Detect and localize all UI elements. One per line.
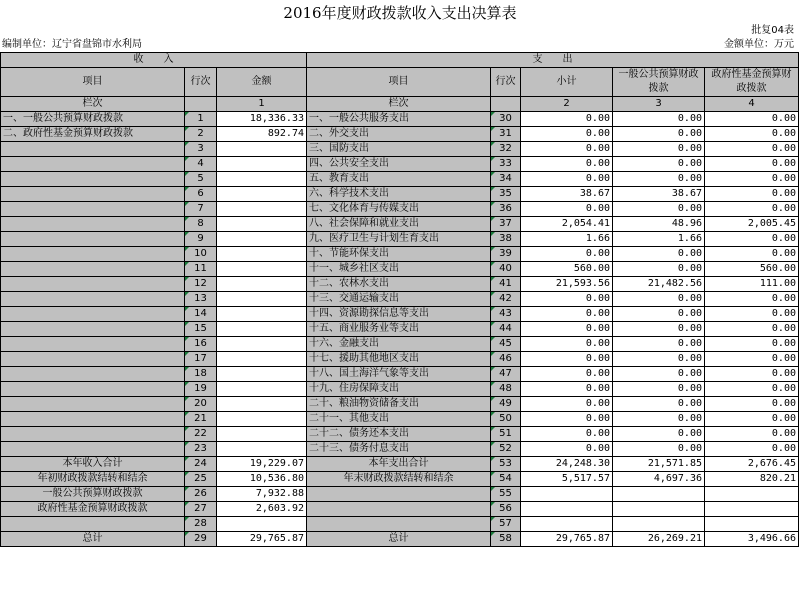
gov-fund-amount-cell: 0.00 xyxy=(705,112,799,127)
table-row xyxy=(1,247,799,262)
subtotal-cell: 0.00 xyxy=(521,322,613,337)
general-budget-amount-cell: 0.00 xyxy=(613,142,705,157)
expense-item-header: 项目 xyxy=(307,68,491,97)
general-budget-amount-cell: 0.00 xyxy=(613,112,705,127)
income-amount-cell xyxy=(217,187,307,202)
subtotal-cell: 0.00 xyxy=(521,172,613,187)
income-line-no-cell: 8 xyxy=(185,217,217,232)
budget-table xyxy=(0,52,799,547)
expense-line-no-cell: 56 xyxy=(491,502,521,517)
income-amount-cell xyxy=(217,232,307,247)
general-budget-amount-cell xyxy=(613,502,705,517)
expense-line-no-cell: 37 xyxy=(491,217,521,232)
subtotal-cell: 0.00 xyxy=(521,412,613,427)
income-line-no-cell: 21 xyxy=(185,412,217,427)
income-item-cell xyxy=(1,187,185,202)
gov-fund-amount-cell: 0.00 xyxy=(705,322,799,337)
table-row xyxy=(1,487,799,502)
subtotal-cell: 38.67 xyxy=(521,187,613,202)
expense-item-cell: 十、节能环保支出 xyxy=(307,247,491,262)
income-item-cell xyxy=(1,277,185,292)
expense-line-header: 行次 xyxy=(491,68,521,97)
expense-item-cell: 二十二、债务还本支出 xyxy=(307,427,491,442)
income-item-cell xyxy=(1,442,185,457)
expense-item-cell: 十四、资源勘探信息等支出 xyxy=(307,307,491,322)
income-line-no-cell: 17 xyxy=(185,352,217,367)
income-line-blank xyxy=(185,97,217,112)
general-budget-amount-cell: 1.66 xyxy=(613,232,705,247)
subtotal-cell: 0.00 xyxy=(521,382,613,397)
general-budget-amount-cell: 0.00 xyxy=(613,397,705,412)
subtotal-cell: 0.00 xyxy=(521,397,613,412)
income-line-no-cell: 11 xyxy=(185,262,217,277)
expense-line-no-cell: 55 xyxy=(491,487,521,502)
income-amount-cell xyxy=(217,262,307,277)
income-item-header: 项目 xyxy=(1,68,185,97)
income-line-no-cell: 25 xyxy=(185,472,217,487)
general-budget-amount-cell: 0.00 xyxy=(613,442,705,457)
gov-fund-amount-cell xyxy=(705,487,799,502)
income-line-no-cell: 24 xyxy=(185,457,217,472)
income-amount-cell xyxy=(217,337,307,352)
expense-item-cell: 七、文化体育与传媒支出 xyxy=(307,202,491,217)
general-budget-amount-cell: 0.00 xyxy=(613,127,705,142)
income-item-cell: 一、一般公共预算财政拨款 xyxy=(1,112,185,127)
subtotal-cell: 0.00 xyxy=(521,202,613,217)
income-line-no-cell: 29 xyxy=(185,532,217,547)
table-row xyxy=(1,142,799,157)
column-header-row xyxy=(1,68,799,97)
expense-item-cell: 十二、农林水支出 xyxy=(307,277,491,292)
subtotal-cell: 0.00 xyxy=(521,427,613,442)
subtotal-cell: 0.00 xyxy=(521,127,613,142)
income-item-cell xyxy=(1,397,185,412)
col-1-number: 1 xyxy=(217,97,307,112)
income-line-header: 行次 xyxy=(185,68,217,97)
table-row xyxy=(1,277,799,292)
gov-fund-amount-cell: 2,005.45 xyxy=(705,217,799,232)
expense-item-cell: 十八、国土海洋气象等支出 xyxy=(307,367,491,382)
expense-line-no-cell: 32 xyxy=(491,142,521,157)
expense-line-no-cell: 38 xyxy=(491,232,521,247)
subtotal-cell: 1.66 xyxy=(521,232,613,247)
gov-fund-amount-cell: 0.00 xyxy=(705,352,799,367)
subtotal-cell: 0.00 xyxy=(521,292,613,307)
expense-line-no-cell: 53 xyxy=(491,457,521,472)
subtotal-cell xyxy=(521,502,613,517)
amount-header: 金额 xyxy=(217,68,307,97)
expense-column-label: 栏次 xyxy=(307,97,491,112)
expense-line-blank xyxy=(491,97,521,112)
unit-row xyxy=(0,37,800,52)
expense-section-header: 支 出 xyxy=(307,53,799,68)
income-item-cell: 二、政府性基金预算财政拨款 xyxy=(1,127,185,142)
subtotal-cell: 0.00 xyxy=(521,142,613,157)
gov-fund-amount-cell xyxy=(705,502,799,517)
income-item-cell: 一般公共预算财政拨款 xyxy=(1,487,185,502)
income-amount-cell xyxy=(217,412,307,427)
income-item-cell xyxy=(1,232,185,247)
income-column-label: 栏次 xyxy=(1,97,185,112)
general-budget-amount-cell: 0.00 xyxy=(613,382,705,397)
general-budget-amount-cell: 48.96 xyxy=(613,217,705,232)
general-budget-amount-cell: 0.00 xyxy=(613,337,705,352)
col-2-number: 2 xyxy=(521,97,613,112)
expense-line-no-cell: 51 xyxy=(491,427,521,442)
expense-item-cell: 十九、住房保障支出 xyxy=(307,382,491,397)
income-line-no-cell: 14 xyxy=(185,307,217,322)
gov-fund-amount-cell: 111.00 xyxy=(705,277,799,292)
general-budget-amount-cell: 0.00 xyxy=(613,157,705,172)
income-line-no-cell: 26 xyxy=(185,487,217,502)
income-item-cell xyxy=(1,142,185,157)
gov-fund-amount-cell xyxy=(705,517,799,532)
income-line-no-cell: 13 xyxy=(185,292,217,307)
expense-item-cell: 九、医疗卫生与计划生育支出 xyxy=(307,232,491,247)
income-item-cell xyxy=(1,322,185,337)
income-item-cell xyxy=(1,247,185,262)
income-amount-cell: 7,932.88 xyxy=(217,487,307,502)
subtotal-cell: 2,054.41 xyxy=(521,217,613,232)
general-budget-amount-cell: 0.00 xyxy=(613,172,705,187)
expense-item-cell xyxy=(307,487,491,502)
subtotal-cell: 21,593.56 xyxy=(521,277,613,292)
income-amount-cell xyxy=(217,292,307,307)
table-row xyxy=(1,412,799,427)
expense-line-no-cell: 33 xyxy=(491,157,521,172)
table-row xyxy=(1,202,799,217)
expense-line-no-cell: 50 xyxy=(491,412,521,427)
general-budget-amount-cell xyxy=(613,487,705,502)
income-item-cell xyxy=(1,427,185,442)
income-amount-cell xyxy=(217,352,307,367)
income-line-no-cell: 22 xyxy=(185,427,217,442)
income-item-cell xyxy=(1,307,185,322)
income-amount-cell xyxy=(217,307,307,322)
expense-line-no-cell: 34 xyxy=(491,172,521,187)
expense-item-cell xyxy=(307,502,491,517)
table-row xyxy=(1,532,799,547)
expense-item-cell: 三、国防支出 xyxy=(307,142,491,157)
general-budget-amount-cell: 0.00 xyxy=(613,247,705,262)
income-item-cell: 总计 xyxy=(1,532,185,547)
income-item-cell xyxy=(1,382,185,397)
general-budget-amount-cell: 21,571.85 xyxy=(613,457,705,472)
income-line-no-cell: 9 xyxy=(185,232,217,247)
table-row xyxy=(1,517,799,532)
income-amount-cell xyxy=(217,247,307,262)
income-line-no-cell: 3 xyxy=(185,142,217,157)
expense-line-no-cell: 39 xyxy=(491,247,521,262)
general-budget-header: 一般公共预算财政拨款 xyxy=(613,68,705,97)
report-title: 2016年度财政拨款收入支出决算表 xyxy=(283,4,517,22)
expense-line-no-cell: 40 xyxy=(491,262,521,277)
table-row xyxy=(1,442,799,457)
table-row xyxy=(1,337,799,352)
subtotal-cell xyxy=(521,487,613,502)
income-amount-cell xyxy=(217,517,307,532)
income-line-no-cell: 2 xyxy=(185,127,217,142)
gov-fund-amount-cell: 0.00 xyxy=(705,202,799,217)
income-line-no-cell: 23 xyxy=(185,442,217,457)
gov-fund-amount-cell: 0.00 xyxy=(705,382,799,397)
col-4-number: 4 xyxy=(705,97,799,112)
gov-fund-amount-cell: 2,676.45 xyxy=(705,457,799,472)
income-line-no-cell: 1 xyxy=(185,112,217,127)
expense-line-no-cell: 57 xyxy=(491,517,521,532)
income-line-no-cell: 28 xyxy=(185,517,217,532)
table-row xyxy=(1,127,799,142)
form-number: 批复04表 xyxy=(751,25,794,36)
subtotal-cell: 0.00 xyxy=(521,112,613,127)
income-amount-cell xyxy=(217,157,307,172)
income-item-cell xyxy=(1,262,185,277)
expense-line-no-cell: 52 xyxy=(491,442,521,457)
subtotal-cell xyxy=(521,517,613,532)
expense-line-no-cell: 46 xyxy=(491,352,521,367)
income-item-cell xyxy=(1,172,185,187)
table-row xyxy=(1,292,799,307)
subtotal-cell: 0.00 xyxy=(521,307,613,322)
table-row xyxy=(1,187,799,202)
gov-fund-amount-cell: 0.00 xyxy=(705,232,799,247)
expense-line-no-cell: 41 xyxy=(491,277,521,292)
expense-line-no-cell: 49 xyxy=(491,397,521,412)
income-amount-cell: 19,229.07 xyxy=(217,457,307,472)
income-line-no-cell: 16 xyxy=(185,337,217,352)
table-row xyxy=(1,352,799,367)
expense-item-cell: 十五、商业服务业等支出 xyxy=(307,322,491,337)
general-budget-amount-cell: 4,697.36 xyxy=(613,472,705,487)
income-item-cell xyxy=(1,292,185,307)
expense-item-cell: 十七、援助其他地区支出 xyxy=(307,352,491,367)
expense-line-no-cell: 47 xyxy=(491,367,521,382)
currency-unit: 金额单位：万元 xyxy=(724,39,794,50)
gov-fund-amount-cell: 0.00 xyxy=(705,397,799,412)
expense-line-no-cell: 35 xyxy=(491,187,521,202)
expense-line-no-cell: 48 xyxy=(491,382,521,397)
subtotal-header: 小计 xyxy=(521,68,613,97)
income-amount-cell: 18,336.33 xyxy=(217,112,307,127)
subtotal-cell: 0.00 xyxy=(521,247,613,262)
expense-item-cell: 十六、金融支出 xyxy=(307,337,491,352)
income-line-no-cell: 19 xyxy=(185,382,217,397)
subtotal-cell: 0.00 xyxy=(521,352,613,367)
expense-item-cell: 五、教育支出 xyxy=(307,172,491,187)
income-line-no-cell: 20 xyxy=(185,397,217,412)
income-amount-cell xyxy=(217,202,307,217)
income-amount-cell xyxy=(217,367,307,382)
expense-line-no-cell: 45 xyxy=(491,337,521,352)
subtotal-cell: 0.00 xyxy=(521,157,613,172)
expense-item-cell: 年末财政拨款结转和结余 xyxy=(307,472,491,487)
table-row xyxy=(1,472,799,487)
gov-fund-amount-cell: 0.00 xyxy=(705,427,799,442)
general-budget-amount-cell: 0.00 xyxy=(613,322,705,337)
general-budget-amount-cell: 0.00 xyxy=(613,292,705,307)
income-item-cell xyxy=(1,367,185,382)
expense-line-no-cell: 43 xyxy=(491,307,521,322)
income-amount-cell xyxy=(217,442,307,457)
income-item-cell xyxy=(1,202,185,217)
gov-fund-amount-cell: 0.00 xyxy=(705,367,799,382)
table-row xyxy=(1,382,799,397)
income-item-cell: 政府性基金预算财政拨款 xyxy=(1,502,185,517)
gov-fund-header: 政府性基金预算财政拨款 xyxy=(705,68,799,97)
income-item-cell xyxy=(1,217,185,232)
gov-fund-amount-cell: 0.00 xyxy=(705,187,799,202)
income-line-no-cell: 10 xyxy=(185,247,217,262)
general-budget-amount-cell: 0.00 xyxy=(613,202,705,217)
gov-fund-amount-cell: 0.00 xyxy=(705,412,799,427)
gov-fund-amount-cell: 0.00 xyxy=(705,127,799,142)
income-amount-cell xyxy=(217,277,307,292)
expense-item-cell: 二十三、债务付息支出 xyxy=(307,442,491,457)
expense-item-cell: 十三、交通运输支出 xyxy=(307,292,491,307)
gov-fund-amount-cell: 0.00 xyxy=(705,337,799,352)
expense-item-cell: 十一、城乡社区支出 xyxy=(307,262,491,277)
gov-fund-amount-cell: 0.00 xyxy=(705,247,799,262)
table-row xyxy=(1,427,799,442)
subtotal-cell: 560.00 xyxy=(521,262,613,277)
general-budget-amount-cell: 0.00 xyxy=(613,427,705,442)
income-amount-cell xyxy=(217,142,307,157)
income-line-no-cell: 7 xyxy=(185,202,217,217)
table-row xyxy=(1,397,799,412)
table-row xyxy=(1,217,799,232)
subtotal-cell: 29,765.87 xyxy=(521,532,613,547)
expense-item-cell: 一、一般公共服务支出 xyxy=(307,112,491,127)
expense-item-cell: 四、公共安全支出 xyxy=(307,157,491,172)
income-amount-cell: 2,603.92 xyxy=(217,502,307,517)
income-line-no-cell: 18 xyxy=(185,367,217,382)
subtotal-cell: 24,248.30 xyxy=(521,457,613,472)
gov-fund-amount-cell: 0.00 xyxy=(705,307,799,322)
general-budget-amount-cell xyxy=(613,517,705,532)
gov-fund-amount-cell: 0.00 xyxy=(705,442,799,457)
table-row xyxy=(1,157,799,172)
expense-item-cell: 本年支出合计 xyxy=(307,457,491,472)
income-line-no-cell: 5 xyxy=(185,172,217,187)
income-item-cell xyxy=(1,517,185,532)
subtotal-cell: 0.00 xyxy=(521,442,613,457)
table-row xyxy=(1,232,799,247)
table-row xyxy=(1,322,799,337)
subtotal-cell: 0.00 xyxy=(521,367,613,382)
general-budget-amount-cell: 0.00 xyxy=(613,412,705,427)
income-amount-cell xyxy=(217,397,307,412)
expense-line-no-cell: 30 xyxy=(491,112,521,127)
table-row xyxy=(1,172,799,187)
subtotal-cell: 0.00 xyxy=(521,337,613,352)
income-line-no-cell: 15 xyxy=(185,322,217,337)
general-budget-amount-cell: 0.00 xyxy=(613,367,705,382)
general-budget-amount-cell: 0.00 xyxy=(613,352,705,367)
income-amount-cell: 29,765.87 xyxy=(217,532,307,547)
gov-fund-amount-cell: 560.00 xyxy=(705,262,799,277)
income-amount-cell xyxy=(217,427,307,442)
col-3-number: 3 xyxy=(613,97,705,112)
income-item-cell xyxy=(1,352,185,367)
general-budget-amount-cell: 26,269.21 xyxy=(613,532,705,547)
expense-item-cell: 二、外交支出 xyxy=(307,127,491,142)
table-row xyxy=(1,367,799,382)
expense-item-cell: 总计 xyxy=(307,532,491,547)
income-amount-cell: 892.74 xyxy=(217,127,307,142)
expense-line-no-cell: 31 xyxy=(491,127,521,142)
table-row xyxy=(1,502,799,517)
gov-fund-amount-cell: 0.00 xyxy=(705,157,799,172)
gov-fund-amount-cell: 0.00 xyxy=(705,292,799,307)
expense-item-cell: 二十一、其他支出 xyxy=(307,412,491,427)
expense-item-cell: 六、科学技术支出 xyxy=(307,187,491,202)
income-line-no-cell: 6 xyxy=(185,187,217,202)
income-amount-cell: 10,536.80 xyxy=(217,472,307,487)
expense-line-no-cell: 36 xyxy=(491,202,521,217)
expense-line-no-cell: 58 xyxy=(491,532,521,547)
income-amount-cell xyxy=(217,172,307,187)
table-row xyxy=(1,457,799,472)
section-header-row xyxy=(1,53,799,68)
income-line-no-cell: 12 xyxy=(185,277,217,292)
general-budget-amount-cell: 0.00 xyxy=(613,262,705,277)
table-row xyxy=(1,112,799,127)
column-number-row xyxy=(1,97,799,112)
table-row xyxy=(1,307,799,322)
general-budget-amount-cell: 21,482.56 xyxy=(613,277,705,292)
expense-item-cell: 八、社会保障和就业支出 xyxy=(307,217,491,232)
gov-fund-amount-cell: 0.00 xyxy=(705,142,799,157)
income-amount-cell xyxy=(217,322,307,337)
expense-item-cell xyxy=(307,517,491,532)
table-row xyxy=(1,262,799,277)
income-item-cell xyxy=(1,157,185,172)
income-line-no-cell: 27 xyxy=(185,502,217,517)
gov-fund-amount-cell: 820.21 xyxy=(705,472,799,487)
income-section-header: 收 入 xyxy=(1,53,307,68)
income-item-cell: 年初财政拨款结转和结余 xyxy=(1,472,185,487)
income-line-no-cell: 4 xyxy=(185,157,217,172)
subtotal-cell: 5,517.57 xyxy=(521,472,613,487)
gov-fund-amount-cell: 3,496.66 xyxy=(705,532,799,547)
general-budget-amount-cell: 38.67 xyxy=(613,187,705,202)
general-budget-amount-cell: 0.00 xyxy=(613,307,705,322)
income-item-cell: 本年收入合计 xyxy=(1,457,185,472)
income-amount-cell xyxy=(217,217,307,232)
reporting-unit: 编制单位：辽宁省盘锦市水利局 xyxy=(2,39,142,50)
expense-item-cell: 二十、粮油物资储备支出 xyxy=(307,397,491,412)
expense-line-no-cell: 44 xyxy=(491,322,521,337)
income-amount-cell xyxy=(217,382,307,397)
expense-line-no-cell: 42 xyxy=(491,292,521,307)
income-item-cell xyxy=(1,412,185,427)
gov-fund-amount-cell: 0.00 xyxy=(705,172,799,187)
income-item-cell xyxy=(1,337,185,352)
expense-line-no-cell: 54 xyxy=(491,472,521,487)
